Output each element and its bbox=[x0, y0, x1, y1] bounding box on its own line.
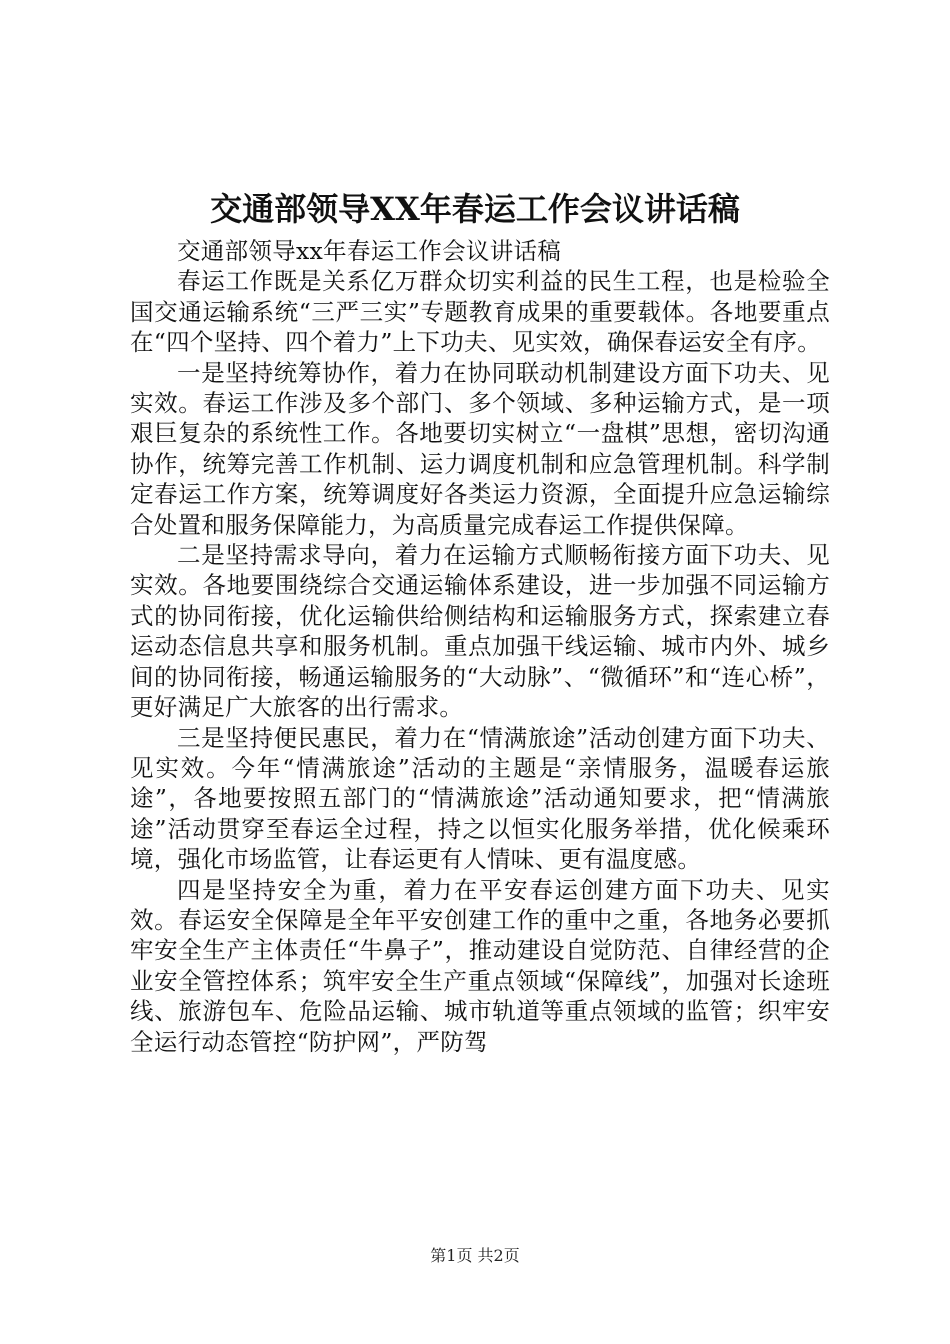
document-body bbox=[130, 236, 830, 1057]
document-title: 交通部领导XX年春运工作会议讲话稿 bbox=[210, 190, 740, 228]
paragraph-point-2: 二是坚持需求导向，着力在运输方式顺畅衔接方面下功夫、见实效。各地要围绕综合交通运输体系建设，进一步加强不同运输方式的协同衔接，优化运输供给侧结构和运输服务方式，探索建立春运动态信息共享和服务机制。重点加强干线运输、城市内外、城乡间的协同衔接，畅通运输服务的“大动脉”、“微循环”和“连心桥”，更好满足广大旅客的出行需求。 bbox=[130, 541, 830, 722]
paragraph-point-4: 四是坚持安全为重，着力在平安春运创建方面下功夫、见实效。春运安全保障是全年平安创建工作的重中之重，各地务必要抓牢安全生产主体责任“牛鼻子”，推动建设自觉防范、自律经营的企业安全管控体系；筑牢安全生产重点领域“保障线”，加强对长途班线、旅游包车、危险品运输、城市轨道等重点领域的监管；织牢安全运行动态管控“防护网”，严防驾 bbox=[130, 875, 830, 1056]
paragraph-point-3: 三是坚持便民惠民，着力在“情满旅途”活动创建方面下功夫、见实效。今年“情满旅途”活动的主题是“亲情服务，温暖春运旅途”，各地要按照五部门的“情满旅途”活动通知要求，把“情满旅途”活动贯穿至春运全过程，持之以恒实化服务举措，优化候乘环境，强化市场监管，让春运更有人情味、更有温度感。 bbox=[130, 723, 830, 874]
paragraph-point-1: 一是坚持统筹协作，着力在协同联动机制建设方面下功夫、见实效。春运工作涉及多个部门、多个领域、多种运输方式，是一项艰巨复杂的系统性工作。各地要切实树立“一盘棋”思想，密切沟通协作，统筹完善工作机制、运力调度机制和应急管理机制。科学制定春运工作方案，统筹调度好各类运力资源，全面提升应急运输综合处置和服务保障能力，为高质量完成春运工作提供保障。 bbox=[130, 358, 830, 539]
paragraph-intro: 春运工作既是关系亿万群众切实利益的民生工程，也是检验全国交通运输系统“三严三实”专题教育成果的重要载体。各地要重点在“四个坚持、四个着力”上下功夫、见实效，确保春运安全有序。 bbox=[130, 267, 830, 357]
subtitle-line: 交通部领导xx年春运工作会议讲话稿 bbox=[177, 237, 562, 265]
page-number-footer: 第1页 共2页 bbox=[430, 1246, 520, 1265]
